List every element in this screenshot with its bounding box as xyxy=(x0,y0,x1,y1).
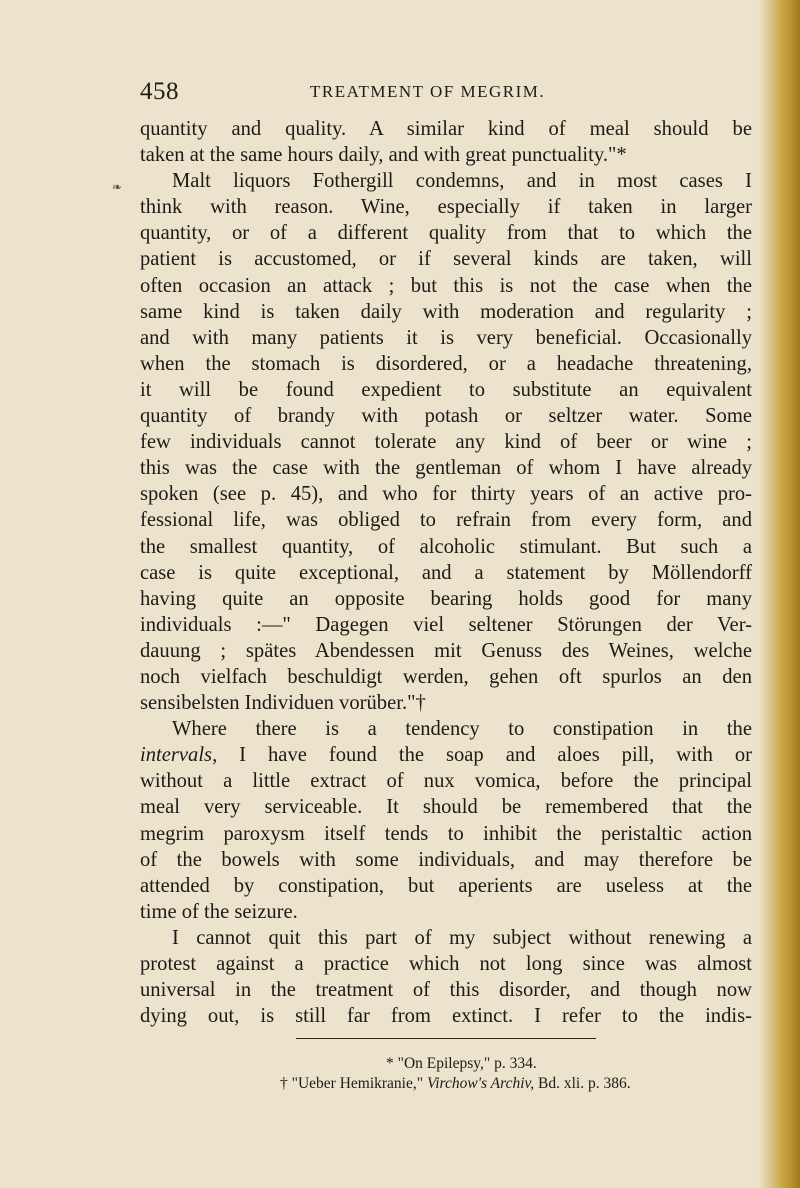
text-line: spoken (see p. 45), and who for thirty years of an active pro- xyxy=(140,483,752,506)
text-line: often occasion an attack ; but this is not the case when the xyxy=(140,274,752,297)
text-line: when the stomach is disordered, or a headache threatening, xyxy=(140,352,752,375)
text-line: noch vielfach beschuldigt werden, gehen oft spurlos an den xyxy=(140,665,752,688)
text-line: universal in the treatment of this disorder, and though now xyxy=(140,979,752,1002)
text-line: Malt liquors Fothergill condemns, and in most cases I xyxy=(172,170,752,193)
text-line: it will be found expedient to substitute an equivalent xyxy=(140,378,752,401)
text-line: individuals :—" Dagegen viel seltener Störungen der Ver- xyxy=(140,613,752,636)
text-line: meal very serviceable. It should be remembered that the xyxy=(140,796,752,819)
footnote-2-prefix: † "Ueber Hemikranie," xyxy=(280,1075,427,1092)
text-line: fessional life, was obliged to refrain from every form, and xyxy=(140,509,752,532)
text-line: dauung ; spätes Abendessen mit Genuss des Weines, welche xyxy=(140,639,752,662)
footnote-2-suffix: Bd. xli. p. 386. xyxy=(534,1075,631,1092)
footnote-rule xyxy=(296,1038,596,1039)
text-line: quantity of brandy with potash or seltzer water. Some xyxy=(140,405,752,428)
italic-word: intervals, xyxy=(140,744,218,767)
text-line: the smallest quantity, of alcoholic stimulant. But such a xyxy=(140,535,752,558)
line-rest: I have found the soap and aloes pill, with or xyxy=(217,744,752,767)
text-line xyxy=(140,742,752,768)
footnote-1: * "On Epilepsy," p. 334. xyxy=(386,1055,537,1072)
text-line: this was the case with the gentleman of whom I have already xyxy=(140,457,752,480)
text-line: and with many patients it is very beneficial. Occasionally xyxy=(140,326,752,349)
page-header xyxy=(140,78,752,108)
text-line: protest against a practice which not long since was almost xyxy=(140,953,752,975)
text-line: sensibelsten Individuen vorüber."† xyxy=(140,692,426,715)
text-line: case is quite exceptional, and a statement by Möllendorff xyxy=(140,561,752,584)
body-text xyxy=(140,116,752,1029)
text-line: without a little extract of nux vomica, before the principal xyxy=(140,770,752,793)
text-line: dying out, is still far from extinct. I refer to the indis- xyxy=(140,1005,752,1028)
margin-mark-icon: ❧ xyxy=(112,180,123,194)
text-line: few individuals cannot tolerate any kind of beer or wine ; xyxy=(140,431,752,454)
footnote-2 xyxy=(140,1074,752,1094)
footnote-2-journal: Virchow's Archiv, xyxy=(426,1075,535,1092)
footnotes xyxy=(140,1054,752,1094)
text-line: quantity and quality. A similar kind of meal should be xyxy=(140,118,752,140)
running-head: TREATMENT OF MEGRIM. xyxy=(310,82,546,101)
text-line: patient is accustomed, or if several kinds are taken, will xyxy=(140,248,752,271)
text-line: taken at the same hours daily, and with great punctuality."* xyxy=(140,144,627,167)
text-line: time of the seizure. xyxy=(140,900,298,923)
text-line: of the bowels with some individuals, and may therefore be xyxy=(140,848,752,871)
text-line: megrim paroxysm itself tends to inhibit the peristaltic action xyxy=(140,822,752,845)
page-number: 458 xyxy=(140,78,179,105)
text-line: quantity, or of a different quality from that to which the xyxy=(140,222,752,245)
text-line: Where there is a tendency to constipation in the xyxy=(172,718,752,741)
text-line: having quite an opposite bearing holds good for many xyxy=(140,587,752,610)
text-line: think with reason. Wine, especially if taken in larger xyxy=(140,196,752,219)
text-line: attended by constipation, but aperients are useless at the xyxy=(140,874,752,897)
text-line: same kind is taken daily with moderation and regularity ; xyxy=(140,300,752,323)
text-line: I cannot quit this part of my subject without renewing a xyxy=(172,926,752,949)
gilt-page-edge xyxy=(758,0,800,1188)
